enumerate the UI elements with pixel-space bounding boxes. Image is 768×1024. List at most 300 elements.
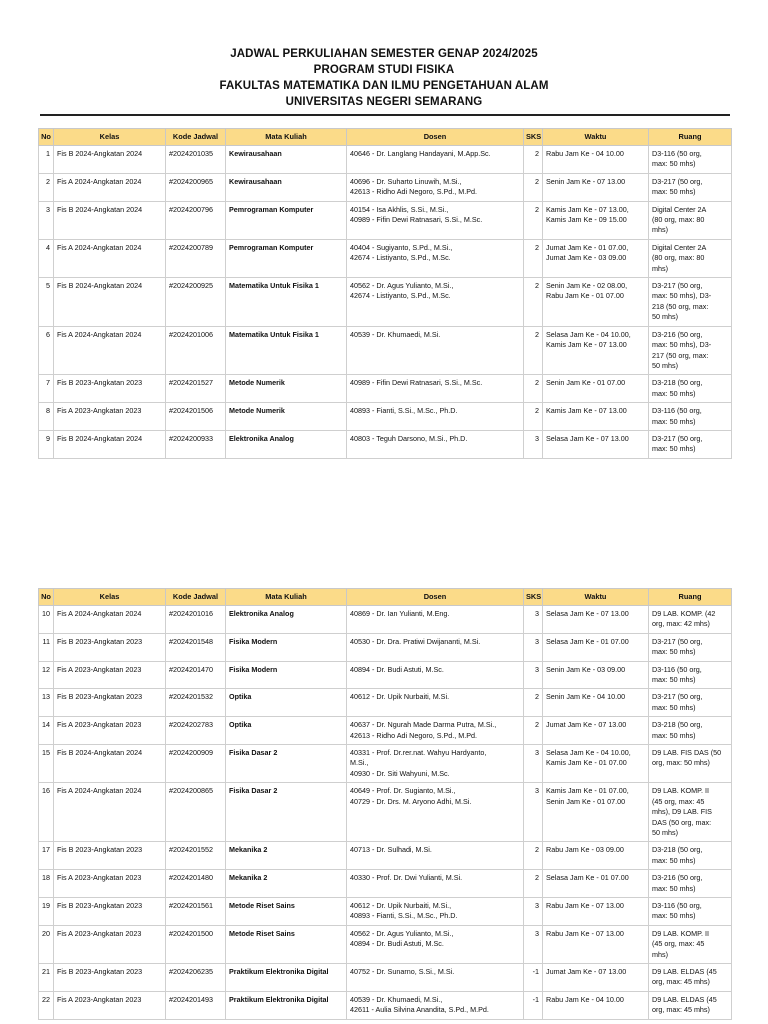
cell-kelas: Fis A 2024-Angkatan 2024 <box>54 239 166 277</box>
cell-kelas: Fis A 2023-Angkatan 2023 <box>54 925 166 963</box>
program-name: PROGRAM STUDI FISIKA <box>313 64 455 76</box>
cell-no: 17 <box>39 842 54 870</box>
cell-sks: 2 <box>524 375 543 403</box>
cell-dosen <box>347 745 524 783</box>
cell-waktu <box>543 146 649 174</box>
cell-sks: 3 <box>524 430 543 458</box>
cell-dosen <box>347 783 524 842</box>
cell-waktu-line: Rabu Jam Ke - 07 13.00 <box>546 900 624 910</box>
cell-ruang-line: (45 org, max: 45 <box>652 939 705 949</box>
cell-ruang <box>649 606 732 634</box>
cell-kode-jadwal: #2024201480 <box>166 870 226 898</box>
cell-waktu-line: Rabu Jam Ke - 04 10.00 <box>546 149 624 158</box>
cell-sks: -1 <box>524 963 543 991</box>
cell-sks: 3 <box>524 897 543 925</box>
cell-waktu <box>543 403 649 431</box>
cell-dosen-line: 42674 - Listiyanto, S.Pd., M.Sc. <box>350 253 451 263</box>
cell-ruang <box>649 991 732 1019</box>
faculty-name: FAKULTAS MATEMATIKA DAN ILMU PENGETAHUAN ALAM <box>219 80 549 92</box>
cell-kode-jadwal: #2024200933 <box>166 430 226 458</box>
cell-dosen <box>347 403 524 431</box>
cell-ruang-line: D9 LAB. KOMP. II <box>652 928 709 938</box>
table-header-row <box>39 589 732 606</box>
cell-ruang-line: D3-116 (50 org, <box>652 900 702 910</box>
cell-ruang <box>649 717 732 745</box>
cell-dosen-line: 42613 - Ridho Adi Negoro, S.Pd., M.Pd. <box>350 187 478 197</box>
cell-dosen <box>347 239 524 277</box>
cell-waktu-line: Senin Jam Ke - 07 13.00 <box>546 176 626 186</box>
cell-kode-jadwal: #2024200796 <box>166 201 226 239</box>
cell-waktu <box>543 173 649 201</box>
cell-ruang-line: D3-217 (50 org, <box>652 692 703 702</box>
cell-kode-jadwal: #2024200789 <box>166 239 226 277</box>
col-header-kelas: Kelas <box>54 589 166 606</box>
cell-kode-jadwal: #2024200909 <box>166 745 226 783</box>
cell-dosen <box>347 925 524 963</box>
cell-kode-jadwal: #2024201006 <box>166 326 226 375</box>
table-row <box>39 239 732 277</box>
cell-kelas: Fis B 2023-Angkatan 2023 <box>54 897 166 925</box>
cell-waktu-line: Rabu Jam Ke - 03 09.00 <box>546 845 624 855</box>
cell-dosen <box>347 633 524 661</box>
cell-waktu-line: Kamis Jam Ke - 07 13.00 <box>546 340 627 350</box>
col-header-kode-jadwal: Kode Jadwal <box>166 589 226 606</box>
cell-ruang-line: D9 LAB. KOMP. II <box>652 786 709 796</box>
cell-dosen-line: 40729 - Dr. Drs. M. Aryono Adhi, M.Si. <box>350 796 472 806</box>
cell-kode-jadwal: #2024201500 <box>166 925 226 963</box>
cell-waktu-line: Senin Jam Ke - 01 07.00 <box>546 378 626 388</box>
cell-waktu-line: Rabu Jam Ke - 04 10.00 <box>546 994 624 1004</box>
cell-ruang-line: max: 50 mhs) <box>652 702 696 712</box>
table-row <box>39 201 732 239</box>
cell-ruang <box>649 745 732 783</box>
cell-dosen-line: 40894 - Dr. Budi Astuti, M.Sc. <box>350 664 444 674</box>
table-row <box>39 430 732 458</box>
cell-kelas: Fis B 2024-Angkatan 2024 <box>54 201 166 239</box>
cell-ruang-line: max: 50 mhs) <box>652 647 696 657</box>
table-row <box>39 925 732 963</box>
cell-ruang-line: org, max: 45 mhs) <box>652 1005 710 1015</box>
cell-sks: 3 <box>524 745 543 783</box>
cell-dosen-line: 40404 - Sugiyanto, S.Pd., M.Si., <box>350 242 453 252</box>
table-row <box>39 173 732 201</box>
cell-kode-jadwal: #2024201561 <box>166 897 226 925</box>
cell-sks: 2 <box>524 403 543 431</box>
cell-ruang-line: max: 50 mhs) <box>652 444 696 454</box>
cell-ruang <box>649 963 732 991</box>
cell-ruang-line: Digital Center 2A <box>652 204 707 214</box>
cell-ruang-line: D9 LAB. KOMP. (42 <box>652 609 716 618</box>
cell-kode-jadwal: #2024201493 <box>166 991 226 1019</box>
cell-sks: 2 <box>524 689 543 717</box>
cell-kode-jadwal: #2024206235 <box>166 963 226 991</box>
table-row <box>39 633 732 661</box>
cell-ruang-line: DAS (50 org, max: <box>652 817 712 827</box>
cell-no: 6 <box>39 326 54 375</box>
col-header-kode-jadwal: Kode Jadwal <box>166 129 226 146</box>
table-row <box>39 783 732 842</box>
cell-ruang-line: D3-218 (50 org, <box>652 845 703 855</box>
cell-kelas: Fis B 2023-Angkatan 2023 <box>54 689 166 717</box>
cell-waktu <box>543 201 649 239</box>
cell-sks: 2 <box>524 278 543 327</box>
cell-ruang-line: org, max: 42 mhs) <box>652 619 710 629</box>
cell-ruang-line: D3-217 (50 org, <box>652 433 703 443</box>
cell-dosen-line: 40649 - Prof. Dr. Sugianto, M.Si., <box>350 786 456 796</box>
table-row <box>39 991 732 1019</box>
cell-kode-jadwal: #2024200965 <box>166 173 226 201</box>
cell-ruang-line: max: 50 mhs) <box>652 911 696 921</box>
cell-dosen-line: 42613 - Ridho Adi Negoro, S.Pd., M.Pd. <box>350 730 478 740</box>
cell-mata-kuliah: Fisika Dasar 2 <box>226 745 347 783</box>
cell-dosen <box>347 963 524 991</box>
schedule-table-2 <box>38 588 732 1020</box>
cell-kelas: Fis B 2023-Angkatan 2023 <box>54 842 166 870</box>
cell-kelas: Fis A 2024-Angkatan 2024 <box>54 326 166 375</box>
col-header-dosen: Dosen <box>347 589 524 606</box>
cell-dosen-line: 40713 - Dr. Sulhadi, M.Si. <box>350 845 432 855</box>
cell-ruang-line: mhs) <box>652 263 668 273</box>
cell-mata-kuliah: Fisika Modern <box>226 633 347 661</box>
cell-waktu <box>543 633 649 661</box>
cell-ruang-line: max: 50 mhs) <box>652 388 696 398</box>
cell-waktu-line: Senin Jam Ke - 03 09.00 <box>546 664 626 674</box>
cell-kode-jadwal: #2024201016 <box>166 606 226 634</box>
cell-sks: 2 <box>524 146 543 174</box>
cell-waktu <box>543 278 649 327</box>
col-header-mata-kuliah: Mata Kuliah <box>226 589 347 606</box>
table-row <box>39 963 732 991</box>
cell-waktu-line: Jumat Jam Ke - 03 09.00 <box>546 253 627 263</box>
col-header-waktu: Waktu <box>543 129 649 146</box>
cell-waktu <box>543 375 649 403</box>
cell-no: 4 <box>39 239 54 277</box>
cell-kode-jadwal: #2024201552 <box>166 842 226 870</box>
col-header-waktu: Waktu <box>543 589 649 606</box>
cell-mata-kuliah: Optika <box>226 717 347 745</box>
cell-sks: 2 <box>524 870 543 898</box>
cell-dosen-line: 40562 - Dr. Agus Yulianto, M.Si., <box>350 928 454 938</box>
cell-mata-kuliah: Optika <box>226 689 347 717</box>
table-row <box>39 146 732 174</box>
cell-sks: 2 <box>524 173 543 201</box>
cell-ruang <box>649 897 732 925</box>
cell-waktu-line: Selasa Jam Ke - 04 10.00, <box>546 748 631 758</box>
col-header-kelas: Kelas <box>54 129 166 146</box>
cell-kode-jadwal: #2024201527 <box>166 375 226 403</box>
cell-dosen-line: 40696 - Dr. Suharto Linuwih, M.Si., <box>350 176 462 186</box>
col-header-ruang: Ruang <box>649 129 732 146</box>
cell-waktu-line: Rabu Jam Ke - 01 07.00 <box>546 291 624 301</box>
cell-waktu-line: Senin Jam Ke - 01 07.00 <box>546 796 626 806</box>
cell-kode-jadwal: #2024201548 <box>166 633 226 661</box>
cell-dosen-line: 40989 - Fifin Dewi Ratnasari, S.Si., M.Sc. <box>350 215 483 225</box>
cell-kelas: Fis A 2023-Angkatan 2023 <box>54 661 166 689</box>
cell-waktu-line: Selasa Jam Ke - 04 10.00, <box>546 329 631 339</box>
cell-mata-kuliah: Kewirausahaan <box>226 173 347 201</box>
cell-kelas: Fis B 2024-Angkatan 2024 <box>54 745 166 783</box>
cell-waktu <box>543 326 649 375</box>
cell-kelas: Fis B 2024-Angkatan 2024 <box>54 146 166 174</box>
table-row <box>39 897 732 925</box>
cell-ruang-line: 50 mhs) <box>652 827 678 837</box>
cell-dosen-line: 40539 - Dr. Khumaedi, M.Si., <box>350 994 443 1004</box>
cell-ruang-line: D3-116 (50 org, <box>652 149 702 158</box>
cell-dosen-line: 40752 - Dr. Sunarno, S.Si., M.Si. <box>350 966 455 976</box>
cell-mata-kuliah: Metode Riset Sains <box>226 897 347 925</box>
cell-no: 11 <box>39 633 54 661</box>
table-row <box>39 403 732 431</box>
cell-waktu-line: Kamis Jam Ke - 01 07.00, <box>546 786 629 796</box>
cell-no: 21 <box>39 963 54 991</box>
cell-sks: 3 <box>524 783 543 842</box>
table-row <box>39 842 732 870</box>
cell-dosen-line: 40637 - Dr. Ngurah Made Darma Putra, M.Si., <box>350 720 497 730</box>
cell-no: 14 <box>39 717 54 745</box>
cell-ruang-line: (45 org, max: 45 <box>652 796 705 806</box>
cell-no: 16 <box>39 783 54 842</box>
cell-dosen-line: 40893 - Fianti, S.Si., M.Sc., Ph.D. <box>350 406 458 416</box>
table-row <box>39 717 732 745</box>
cell-kode-jadwal: #2024201506 <box>166 403 226 431</box>
cell-dosen-line: 40803 - Teguh Darsono, M.Si., Ph.D. <box>350 433 468 443</box>
cell-no: 18 <box>39 870 54 898</box>
cell-mata-kuliah: Fisika Modern <box>226 661 347 689</box>
cell-dosen-line: 40894 - Dr. Budi Astuti, M.Sc. <box>350 939 444 949</box>
cell-no: 2 <box>39 173 54 201</box>
cell-sks: 2 <box>524 239 543 277</box>
cell-mata-kuliah: Matematika Untuk Fisika 1 <box>226 326 347 375</box>
cell-ruang <box>649 173 732 201</box>
cell-mata-kuliah: Matematika Untuk Fisika 1 <box>226 278 347 327</box>
cell-ruang-line: max: 50 mhs) <box>652 883 696 893</box>
cell-no: 20 <box>39 925 54 963</box>
cell-ruang-line: D9 LAB. ELDAS (45 <box>652 966 717 976</box>
cell-ruang-line: Digital Center 2A <box>652 242 707 252</box>
cell-kelas: Fis B 2023-Angkatan 2023 <box>54 375 166 403</box>
cell-waktu <box>543 783 649 842</box>
cell-ruang <box>649 689 732 717</box>
cell-ruang <box>649 146 732 174</box>
cell-no: 8 <box>39 403 54 431</box>
cell-no: 7 <box>39 375 54 403</box>
cell-ruang-line: D3-218 (50 org, <box>652 720 703 730</box>
cell-ruang-line: max: 50 mhs) <box>652 730 696 740</box>
col-header-dosen: Dosen <box>347 129 524 146</box>
cell-ruang <box>649 783 732 842</box>
cell-dosen-line: M.Si., <box>350 758 369 768</box>
cell-dosen-line: 40869 - Dr. Ian Yulianti, M.Eng. <box>350 609 450 618</box>
cell-mata-kuliah: Kewirausahaan <box>226 146 347 174</box>
col-header-mata-kuliah: Mata Kuliah <box>226 129 347 146</box>
cell-dosen-line: 42611 - Aulia Silvina Anandita, S.Pd., M.Pd. <box>350 1005 489 1015</box>
cell-waktu-line: Kamis Jam Ke - 07 13.00, <box>546 204 629 214</box>
table-header-row <box>39 129 732 146</box>
cell-waktu <box>543 661 649 689</box>
university-name: UNIVERSITAS NEGERI SEMARANG <box>285 96 483 108</box>
cell-dosen <box>347 897 524 925</box>
cell-dosen-line: 40330 - Prof. Dr. Dwi Yulianti, M.Si. <box>350 873 463 883</box>
cell-dosen-line: 40930 - Dr. Siti Wahyuni, M.Sc. <box>350 768 450 778</box>
cell-sks: 2 <box>524 326 543 375</box>
cell-sks: -1 <box>524 991 543 1019</box>
cell-no: 9 <box>39 430 54 458</box>
cell-sks: 2 <box>524 842 543 870</box>
cell-kelas: Fis B 2024-Angkatan 2024 <box>54 430 166 458</box>
cell-dosen-line: 40154 - Isa Akhlis, S.Si., M.Si., <box>350 204 449 214</box>
cell-dosen-line: 42674 - Listiyanto, S.Pd., M.Sc. <box>350 291 451 301</box>
cell-sks: 2 <box>524 201 543 239</box>
col-header-sks: SKS <box>524 589 543 606</box>
cell-waktu <box>543 745 649 783</box>
cell-waktu <box>543 606 649 634</box>
col-header-sks: SKS <box>524 129 543 146</box>
cell-kelas: Fis A 2024-Angkatan 2024 <box>54 606 166 634</box>
cell-ruang-line: max: 50 mhs) <box>652 855 696 865</box>
cell-kelas: Fis A 2023-Angkatan 2023 <box>54 991 166 1019</box>
cell-dosen <box>347 717 524 745</box>
cell-dosen <box>347 430 524 458</box>
cell-kelas: Fis A 2023-Angkatan 2023 <box>54 403 166 431</box>
cell-ruang <box>649 375 732 403</box>
cell-dosen-line: 40893 - Fianti, S.Si., M.Sc., Ph.D. <box>350 911 458 921</box>
cell-waktu-line: Kamis Jam Ke - 07 13.00 <box>546 406 627 416</box>
cell-waktu <box>543 991 649 1019</box>
cell-dosen-line: 40612 - Dr. Upik Nurbaiti, M.Si., <box>350 900 452 910</box>
table-row <box>39 375 732 403</box>
header-divider <box>40 114 730 116</box>
cell-mata-kuliah: Praktikum Elektronika Digital <box>226 991 347 1019</box>
schedule-table-1 <box>38 128 732 459</box>
cell-mata-kuliah: Metode Numerik <box>226 375 347 403</box>
cell-kode-jadwal: #2024200865 <box>166 783 226 842</box>
cell-dosen <box>347 326 524 375</box>
cell-mata-kuliah: Fisika Dasar 2 <box>226 783 347 842</box>
cell-ruang <box>649 278 732 327</box>
cell-kelas: Fis A 2023-Angkatan 2023 <box>54 717 166 745</box>
cell-ruang-line: D3-216 (50 org, <box>652 873 703 883</box>
cell-ruang <box>649 842 732 870</box>
cell-ruang-line: D9 LAB. ELDAS (45 <box>652 994 717 1004</box>
cell-ruang-line: 50 mhs) <box>652 312 678 322</box>
cell-sks: 3 <box>524 633 543 661</box>
cell-dosen <box>347 146 524 174</box>
cell-dosen-line: 40331 - Prof. Dr.rer.nat. Wahyu Hardyanto, <box>350 748 487 758</box>
table-row <box>39 326 732 375</box>
document-header <box>0 46 768 110</box>
cell-dosen-line: 40646 - Dr. Langlang Handayani, M.App.Sc. <box>350 149 491 158</box>
cell-waktu-line: Kamis Jam Ke - 09 15.00 <box>546 215 627 225</box>
cell-dosen <box>347 375 524 403</box>
cell-ruang-line: 50 mhs) <box>652 360 678 370</box>
cell-waktu <box>543 689 649 717</box>
table-row <box>39 278 732 327</box>
doc-title: JADWAL PERKULIAHAN SEMESTER GENAP 2024/2025 <box>230 48 538 60</box>
cell-mata-kuliah: Metode Numerik <box>226 403 347 431</box>
cell-ruang-line: D3-217 (50 org, <box>652 636 703 646</box>
cell-no: 3 <box>39 201 54 239</box>
cell-kode-jadwal: #2024202783 <box>166 717 226 745</box>
cell-kode-jadwal: #2024201035 <box>166 146 226 174</box>
cell-ruang-line: D9 LAB. FIS DAS (50 <box>652 748 722 758</box>
table-row <box>39 606 732 634</box>
cell-no: 10 <box>39 606 54 634</box>
cell-ruang-line: D3-218 (50 org, <box>652 378 703 388</box>
cell-sks: 3 <box>524 606 543 634</box>
cell-mata-kuliah: Metode Riset Sains <box>226 925 347 963</box>
cell-no: 5 <box>39 278 54 327</box>
cell-ruang-line: D3-217 (50 org, <box>652 176 703 186</box>
cell-waktu <box>543 925 649 963</box>
cell-ruang-line: 217 (50 org, max: <box>652 350 709 360</box>
cell-ruang-line: max: 50 mhs), D3- <box>652 340 712 350</box>
cell-ruang-line: D3-217 (50 org, <box>652 281 703 291</box>
cell-dosen <box>347 661 524 689</box>
cell-waktu <box>543 430 649 458</box>
cell-dosen <box>347 870 524 898</box>
cell-kelas: Fis B 2023-Angkatan 2023 <box>54 633 166 661</box>
cell-waktu-line: Senin Jam Ke - 04 10.00 <box>546 692 626 702</box>
cell-waktu-line: Kamis Jam Ke - 01 07.00 <box>546 758 627 768</box>
cell-ruang-line: (80 org, max: 80 <box>652 215 705 225</box>
cell-ruang-line: D3-116 (50 org, <box>652 406 702 416</box>
cell-ruang <box>649 430 732 458</box>
cell-waktu <box>543 842 649 870</box>
cell-waktu-line: Selasa Jam Ke - 01 07.00 <box>546 873 629 883</box>
cell-dosen <box>347 201 524 239</box>
cell-no: 15 <box>39 745 54 783</box>
cell-ruang <box>649 661 732 689</box>
cell-ruang-line: mhs) <box>652 225 668 235</box>
cell-waktu-line: Senin Jam Ke - 02 08.00, <box>546 281 628 291</box>
cell-dosen <box>347 991 524 1019</box>
cell-kode-jadwal: #2024200925 <box>166 278 226 327</box>
cell-dosen-line: 40612 - Dr. Upik Nurbaiti, M.Si. <box>350 692 450 702</box>
cell-kode-jadwal: #2024201470 <box>166 661 226 689</box>
cell-ruang <box>649 326 732 375</box>
cell-waktu-line: Selasa Jam Ke - 07 13.00 <box>546 609 629 618</box>
cell-kelas: Fis A 2024-Angkatan 2024 <box>54 783 166 842</box>
cell-ruang-line: org, max: 45 mhs) <box>652 977 710 987</box>
cell-no: 13 <box>39 689 54 717</box>
cell-no: 19 <box>39 897 54 925</box>
table-row <box>39 745 732 783</box>
cell-kelas: Fis A 2023-Angkatan 2023 <box>54 870 166 898</box>
cell-ruang-line: max: 50 mhs) <box>652 187 696 197</box>
cell-dosen-line: 40539 - Dr. Khumaedi, M.Si. <box>350 329 441 339</box>
cell-waktu <box>543 897 649 925</box>
cell-kelas: Fis B 2024-Angkatan 2024 <box>54 278 166 327</box>
table-row <box>39 689 732 717</box>
cell-ruang-line: max: 50 mhs) <box>652 675 696 685</box>
cell-waktu-line: Selasa Jam Ke - 01 07.00 <box>546 636 629 646</box>
cell-kode-jadwal: #2024201532 <box>166 689 226 717</box>
cell-dosen <box>347 606 524 634</box>
cell-ruang-line: org, max: 50 mhs) <box>652 758 710 768</box>
cell-waktu-line: Jumat Jam Ke - 07 13.00 <box>546 720 627 730</box>
cell-waktu-line: Rabu Jam Ke - 07 13.00 <box>546 928 624 938</box>
cell-ruang <box>649 633 732 661</box>
cell-dosen-line: 40530 - Dr. Dra. Pratiwi Dwijananti, M.Si. <box>350 636 481 646</box>
cell-ruang-line: max: 50 mhs) <box>652 416 696 426</box>
cell-ruang-line: D3-216 (50 org, <box>652 329 703 339</box>
cell-ruang <box>649 925 732 963</box>
cell-sks: 3 <box>524 661 543 689</box>
cell-waktu <box>543 963 649 991</box>
cell-mata-kuliah: Elektronika Analog <box>226 430 347 458</box>
cell-waktu <box>543 717 649 745</box>
table-row <box>39 661 732 689</box>
